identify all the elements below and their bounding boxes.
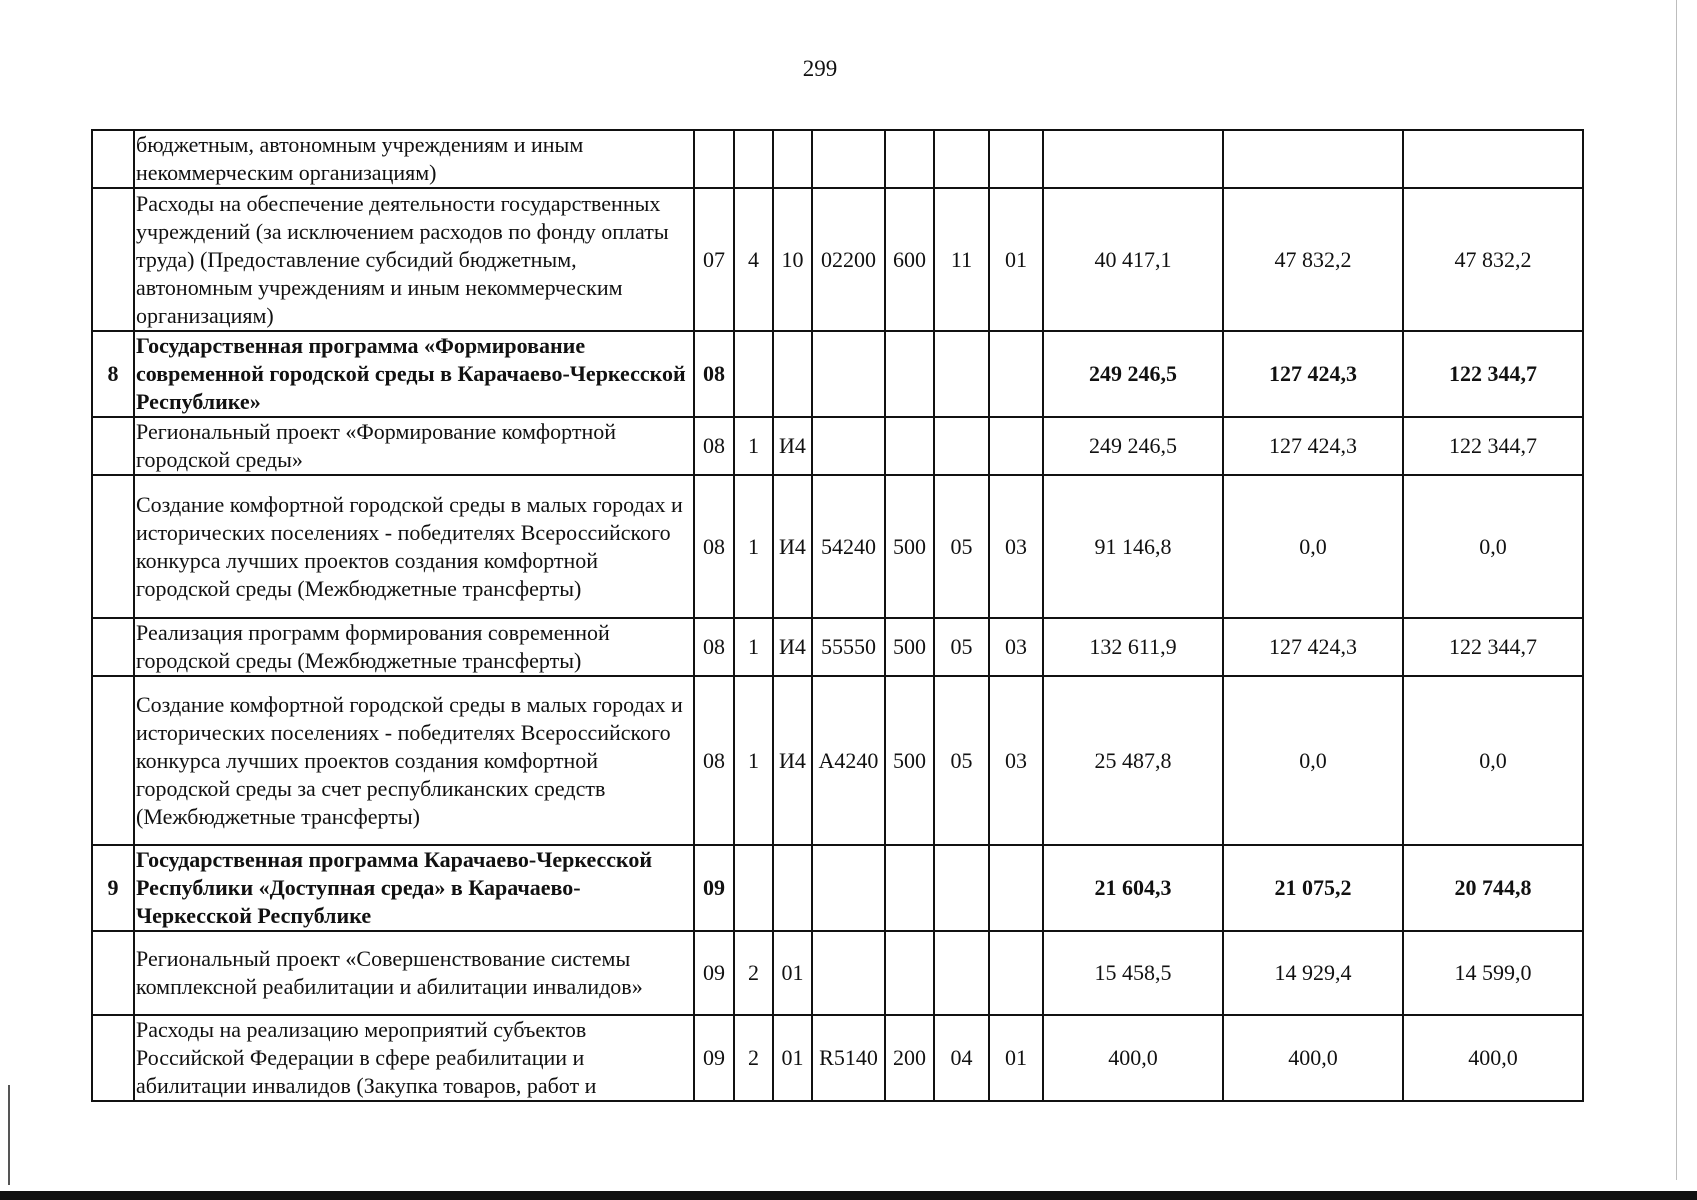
expense-type-cell — [885, 845, 934, 931]
amount-year2-cell: 0,0 — [1223, 676, 1403, 845]
direction-code-cell — [773, 130, 812, 188]
scan-edge-bottom — [0, 1191, 1697, 1200]
item-name-cell: Региональный проект «Совершенствование системы комплексной реабилитации и абилитации инвалидов» — [134, 931, 694, 1015]
section-code-cell — [934, 931, 989, 1015]
row-number-cell: 9 — [92, 845, 134, 931]
subprogram-code-cell — [734, 845, 773, 931]
amount-year2-cell — [1223, 130, 1403, 188]
item-name-cell: Создание комфортной городской среды в малых городах и исторических поселениях - победителях Всероссийского конкурса лучших проектов создания комфортной городской среды (Межбюджетные трансферты) — [134, 475, 694, 618]
amount-year3-cell: 47 832,2 — [1403, 188, 1583, 331]
subsection-code-cell: 01 — [989, 1015, 1043, 1101]
section-code-cell — [934, 417, 989, 475]
section-code-cell: 05 — [934, 618, 989, 676]
amount-year2-cell: 14 929,4 — [1223, 931, 1403, 1015]
amount-year3-cell — [1403, 130, 1583, 188]
amount-year3-cell: 400,0 — [1403, 1015, 1583, 1101]
subsection-code-cell: 03 — [989, 475, 1043, 618]
subprogram-code-cell: 1 — [734, 417, 773, 475]
row-number-cell — [92, 417, 134, 475]
program-code-cell: 09 — [694, 1015, 734, 1101]
row-number-cell — [92, 931, 134, 1015]
expense-type-cell: 600 — [885, 188, 934, 331]
item-name-cell: бюджетным, автономным учреждениям и иным некоммерческим организациям) — [134, 130, 694, 188]
program-code-cell: 08 — [694, 618, 734, 676]
amount-year2-cell: 400,0 — [1223, 1015, 1403, 1101]
section-code-cell: 05 — [934, 676, 989, 845]
row-number-cell — [92, 188, 134, 331]
expense-type-cell: 500 — [885, 475, 934, 618]
expense-code-cell: R5140 — [812, 1015, 885, 1101]
subsection-code-cell — [989, 931, 1043, 1015]
expense-code-cell — [812, 417, 885, 475]
subprogram-code-cell: 4 — [734, 188, 773, 331]
table-body — [92, 130, 1583, 1101]
row-number-cell — [92, 676, 134, 845]
table-row — [92, 931, 1583, 1015]
amount-year2-cell: 21 075,2 — [1223, 845, 1403, 931]
subsection-code-cell — [989, 331, 1043, 417]
table-row — [92, 417, 1583, 475]
expense-type-cell — [885, 331, 934, 417]
subsection-code-cell: 01 — [989, 188, 1043, 331]
amount-year1-cell: 400,0 — [1043, 1015, 1223, 1101]
table-row — [92, 331, 1583, 417]
expense-type-cell: 500 — [885, 676, 934, 845]
table-row — [92, 475, 1583, 618]
row-number-cell — [92, 475, 134, 618]
item-name-cell: Государственная программа Карачаево-Черкесской Республики «Доступная среда» в Карачаево-Черкесской Республике — [134, 845, 694, 931]
program-code-cell: 08 — [694, 676, 734, 845]
subprogram-code-cell: 2 — [734, 931, 773, 1015]
section-code-cell: 05 — [934, 475, 989, 618]
direction-code-cell: 10 — [773, 188, 812, 331]
item-name-cell: Расходы на реализацию мероприятий субъектов Российской Федерации в сфере реабилитации и абилитации инвалидов (Закупка товаров, работ и — [134, 1015, 694, 1101]
amount-year3-cell: 122 344,7 — [1403, 417, 1583, 475]
table-row — [92, 845, 1583, 931]
amount-year1-cell: 15 458,5 — [1043, 931, 1223, 1015]
amount-year2-cell: 127 424,3 — [1223, 618, 1403, 676]
page-number: 299 — [802, 56, 838, 81]
item-name-cell: Создание комфортной городской среды в малых городах и исторических поселениях - победителях Всероссийского конкурса лучших проектов создания комфортной городской среды за счет республиканских средств (Межбюджетные трансферты) — [134, 676, 694, 845]
subprogram-code-cell: 1 — [734, 676, 773, 845]
scan-edge-right — [1676, 0, 1677, 1180]
expense-code-cell: А4240 — [812, 676, 885, 845]
direction-code-cell: И4 — [773, 417, 812, 475]
program-code-cell — [694, 130, 734, 188]
expense-code-cell: 54240 — [812, 475, 885, 618]
subsection-code-cell: 03 — [989, 676, 1043, 845]
amount-year1-cell: 40 417,1 — [1043, 188, 1223, 331]
item-name-cell: Государственная программа «Формирование современной городской среды в Карачаево-Черкесской Республике» — [134, 331, 694, 417]
item-name-cell: Реализация программ формирования современной городской среды (Межбюджетные трансферты) — [134, 618, 694, 676]
section-code-cell: 04 — [934, 1015, 989, 1101]
subprogram-code-cell: 2 — [734, 1015, 773, 1101]
subprogram-code-cell: 1 — [734, 618, 773, 676]
amount-year3-cell: 122 344,7 — [1403, 331, 1583, 417]
table-row — [92, 618, 1583, 676]
item-name-cell: Расходы на обеспечение деятельности государственных учреждений (за исключением расходов по фонду оплаты труда) (Предоставление субсидий бюджетным, автономным учреждениям и иным некоммерческим организациям) — [134, 188, 694, 331]
program-code-cell: 08 — [694, 475, 734, 618]
table-row — [92, 130, 1583, 188]
expense-code-cell: 55550 — [812, 618, 885, 676]
expense-type-cell: 500 — [885, 618, 934, 676]
section-code-cell: 11 — [934, 188, 989, 331]
expense-type-cell — [885, 417, 934, 475]
expense-code-cell — [812, 931, 885, 1015]
amount-year3-cell: 0,0 — [1403, 475, 1583, 618]
section-code-cell — [934, 331, 989, 417]
amount-year2-cell: 47 832,2 — [1223, 188, 1403, 331]
section-code-cell — [934, 845, 989, 931]
amount-year3-cell: 20 744,8 — [1403, 845, 1583, 931]
expense-code-cell: 02200 — [812, 188, 885, 331]
direction-code-cell — [773, 331, 812, 417]
expense-type-cell: 200 — [885, 1015, 934, 1101]
item-name-cell: Региональный проект «Формирование комфортной городской среды» — [134, 417, 694, 475]
subsection-code-cell — [989, 130, 1043, 188]
row-number-cell — [92, 130, 134, 188]
program-code-cell: 08 — [694, 417, 734, 475]
program-code-cell: 07 — [694, 188, 734, 331]
subprogram-code-cell — [734, 130, 773, 188]
subsection-code-cell — [989, 845, 1043, 931]
subsection-code-cell — [989, 417, 1043, 475]
amount-year3-cell: 122 344,7 — [1403, 618, 1583, 676]
amount-year2-cell: 127 424,3 — [1223, 417, 1403, 475]
subprogram-code-cell: 1 — [734, 475, 773, 618]
amount-year1-cell: 132 611,9 — [1043, 618, 1223, 676]
expense-type-cell — [885, 931, 934, 1015]
table-row — [92, 188, 1583, 331]
amount-year1-cell: 91 146,8 — [1043, 475, 1223, 618]
table-row — [92, 676, 1583, 845]
amount-year1-cell — [1043, 130, 1223, 188]
amount-year3-cell: 0,0 — [1403, 676, 1583, 845]
amount-year3-cell: 14 599,0 — [1403, 931, 1583, 1015]
program-code-cell: 09 — [694, 845, 734, 931]
section-code-cell — [934, 130, 989, 188]
amount-year1-cell: 21 604,3 — [1043, 845, 1223, 931]
direction-code-cell: И4 — [773, 618, 812, 676]
expense-code-cell — [812, 331, 885, 417]
expense-code-cell — [812, 845, 885, 931]
program-code-cell: 09 — [694, 931, 734, 1015]
program-code-cell: 08 — [694, 331, 734, 417]
expense-code-cell — [812, 130, 885, 188]
table-row — [92, 1015, 1583, 1101]
direction-code-cell: 01 — [773, 1015, 812, 1101]
amount-year1-cell: 249 246,5 — [1043, 331, 1223, 417]
direction-code-cell: И4 — [773, 475, 812, 618]
row-number-cell — [92, 1015, 134, 1101]
budget-table — [91, 129, 1584, 1102]
amount-year1-cell: 249 246,5 — [1043, 417, 1223, 475]
row-number-cell — [92, 618, 134, 676]
amount-year2-cell: 127 424,3 — [1223, 331, 1403, 417]
amount-year1-cell: 25 487,8 — [1043, 676, 1223, 845]
expense-type-cell — [885, 130, 934, 188]
amount-year2-cell: 0,0 — [1223, 475, 1403, 618]
subprogram-code-cell — [734, 331, 773, 417]
subsection-code-cell: 03 — [989, 618, 1043, 676]
direction-code-cell — [773, 845, 812, 931]
direction-code-cell: 01 — [773, 931, 812, 1015]
scan-edge-left — [8, 1085, 10, 1185]
direction-code-cell: И4 — [773, 676, 812, 845]
row-number-cell: 8 — [92, 331, 134, 417]
